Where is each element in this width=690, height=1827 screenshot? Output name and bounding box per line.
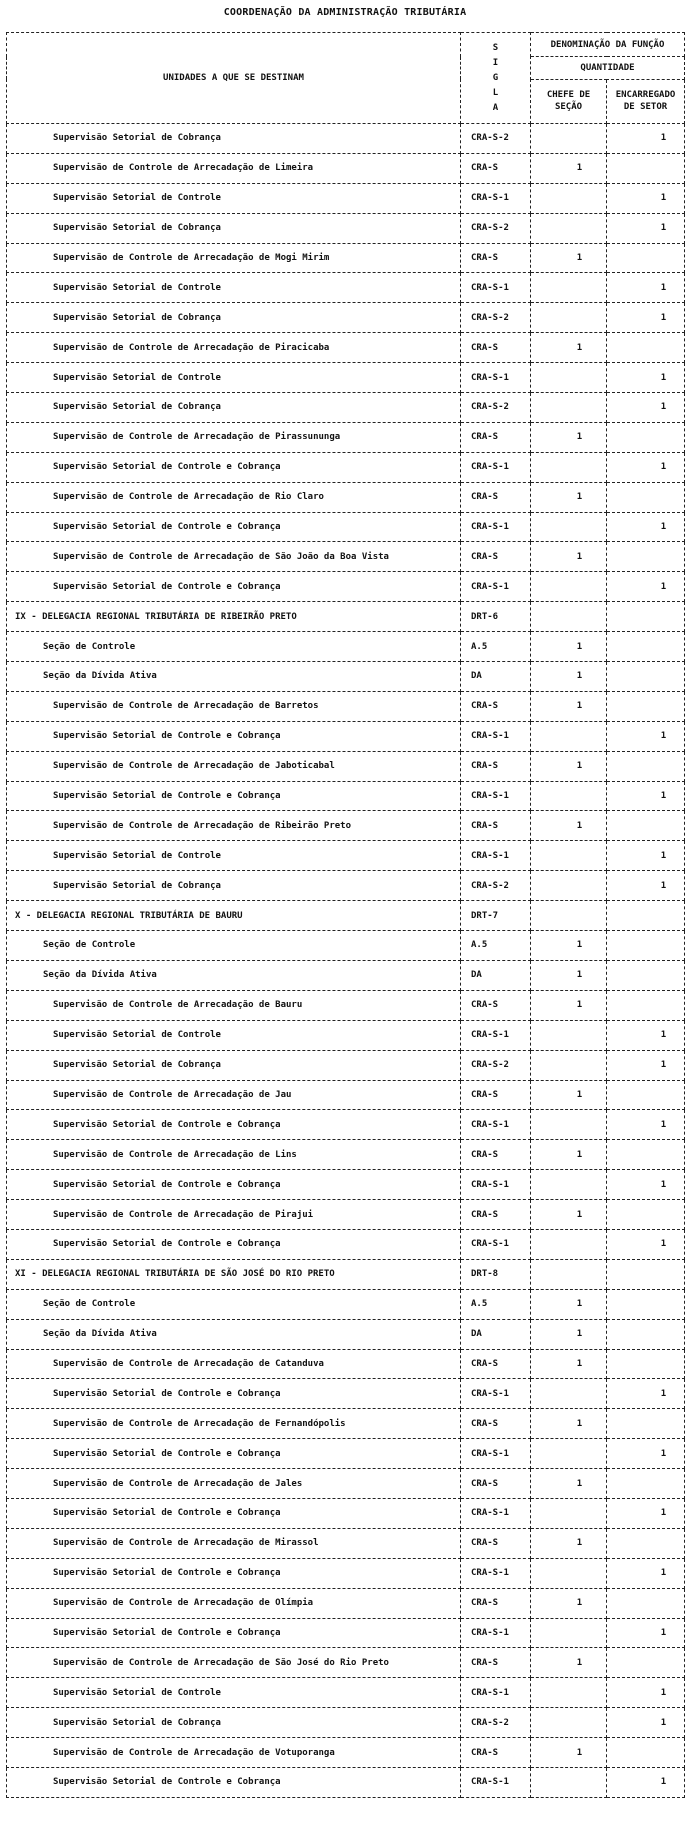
table-row: [7, 542, 685, 572]
sigla-cell: CRA-S-1: [461, 1618, 531, 1648]
unit-name-cell: Supervisão Setorial de Controle e Cobrança: [7, 512, 461, 542]
table-row: [7, 1289, 685, 1319]
encarregado-setor-count: 1: [607, 1020, 685, 1050]
chefe-secao-count: [531, 871, 607, 901]
table-row: [7, 1767, 685, 1797]
sigla-cell: CRA-S: [461, 542, 531, 572]
header-sigla-letter: I: [492, 57, 499, 68]
chefe-secao-count: [531, 393, 607, 423]
unit-name-cell: Supervisão Setorial de Controle: [7, 273, 461, 303]
unit-name-cell: Seção de Controle: [7, 931, 461, 961]
encarregado-setor-count: 1: [607, 1708, 685, 1738]
sigla-cell: CRA-S-1: [461, 273, 531, 303]
table-row: [7, 990, 685, 1020]
encarregado-setor-count: 1: [607, 1050, 685, 1080]
encarregado-setor-count: 1: [607, 871, 685, 901]
chefe-secao-count: 1: [531, 960, 607, 990]
chefe-secao-count: [531, 1110, 607, 1140]
sigla-cell: A.5: [461, 1289, 531, 1319]
unit-name-cell: Supervisão Setorial de Controle e Cobrança: [7, 1558, 461, 1588]
table-row: [7, 1708, 685, 1738]
encarregado-setor-count: [607, 1648, 685, 1678]
sigla-cell: CRA-S: [461, 153, 531, 183]
header-sigla-letter: S: [492, 42, 499, 53]
table-header: [7, 33, 685, 124]
chefe-secao-count: 1: [531, 931, 607, 961]
encarregado-setor-count: [607, 243, 685, 273]
table-row: [7, 333, 685, 363]
chefe-secao-count: 1: [531, 1409, 607, 1439]
chefe-secao-count: 1: [531, 632, 607, 662]
encarregado-setor-count: [607, 333, 685, 363]
regional-header-row: [7, 602, 685, 632]
sigla-cell: CRA-S: [461, 1648, 531, 1678]
chefe-secao-count: [531, 1767, 607, 1797]
unit-name-cell: Supervisão Setorial de Controle e Cobrança: [7, 1229, 461, 1259]
sigla-cell: CRA-S: [461, 1588, 531, 1618]
chefe-secao-count: [531, 213, 607, 243]
chefe-secao-count: 1: [531, 1738, 607, 1768]
sigla-cell: CRA-S: [461, 990, 531, 1020]
encarregado-setor-count: [607, 931, 685, 961]
sigla-cell: DA: [461, 1319, 531, 1349]
chefe-secao-count: [531, 363, 607, 393]
chefe-secao-count: 1: [531, 1200, 607, 1230]
table-row: [7, 1020, 685, 1050]
sigla-cell: CRA-S-1: [461, 1229, 531, 1259]
sigla-cell: CRA-S-2: [461, 1050, 531, 1080]
sigla-cell: CRA-S-2: [461, 303, 531, 333]
sigla-cell: CRA-S: [461, 1140, 531, 1170]
unit-name-cell: Supervisão de Controle de Arrecadação de Jales: [7, 1469, 461, 1499]
unit-name-cell: Supervisão de Controle de Arrecadação de Olímpia: [7, 1588, 461, 1618]
sigla-cell: CRA-S-1: [461, 1020, 531, 1050]
encarregado-setor-count: [607, 1140, 685, 1170]
unit-name-cell: Seção de Controle: [7, 1289, 461, 1319]
encarregado-setor-count: [607, 602, 685, 632]
header-sigla: [461, 33, 531, 124]
encarregado-setor-count: [607, 990, 685, 1020]
sigla-cell: CRA-S-1: [461, 183, 531, 213]
unit-name-cell: Supervisão de Controle de Arrecadação de Ribeirão Preto: [7, 811, 461, 841]
unit-name-cell: Supervisão Setorial de Controle e Cobrança: [7, 1110, 461, 1140]
table-row: [7, 721, 685, 751]
encarregado-setor-count: [607, 1469, 685, 1499]
sigla-cell: CRA-S-1: [461, 721, 531, 751]
sigla-cell: CRA-S-2: [461, 871, 531, 901]
sigla-cell: CRA-S-1: [461, 1170, 531, 1200]
unit-name-cell: Supervisão de Controle de Arrecadação de São José do Rio Preto: [7, 1648, 461, 1678]
table-row: [7, 124, 685, 154]
table-row: [7, 841, 685, 871]
sigla-cell: CRA-S: [461, 1528, 531, 1558]
encarregado-setor-count: [607, 632, 685, 662]
chefe-secao-count: 1: [531, 1528, 607, 1558]
header-unidades: UNIDADES A QUE SE DESTINAM: [7, 33, 461, 124]
chefe-secao-count: [531, 273, 607, 303]
chefe-secao-count: [531, 183, 607, 213]
table-row: [7, 452, 685, 482]
chefe-secao-count: 1: [531, 751, 607, 781]
sigla-cell: CRA-S-2: [461, 1708, 531, 1738]
table-row: [7, 632, 685, 662]
chefe-secao-count: [531, 1678, 607, 1708]
unit-name-cell: XI - DELEGACIA REGIONAL TRIBUTÁRIA DE SÃO JOSÉ DO RIO PRETO: [7, 1259, 461, 1289]
encarregado-setor-count: [607, 811, 685, 841]
table-row: [7, 482, 685, 512]
table-row: [7, 1439, 685, 1469]
regional-header-row: [7, 1259, 685, 1289]
sigla-cell: CRA-S: [461, 1349, 531, 1379]
unit-name-cell: Supervisão Setorial de Controle: [7, 363, 461, 393]
encarregado-setor-count: 1: [607, 841, 685, 871]
table-row: [7, 1050, 685, 1080]
chefe-secao-count: [531, 452, 607, 482]
header-sigla-letter: L: [492, 87, 499, 98]
unit-name-cell: Supervisão Setorial de Controle: [7, 1020, 461, 1050]
chefe-secao-count: [531, 841, 607, 871]
encarregado-setor-count: 1: [607, 1558, 685, 1588]
unit-name-cell: Supervisão de Controle de Arrecadação de Bauru: [7, 990, 461, 1020]
unit-name-cell: Seção da Dívida Ativa: [7, 662, 461, 692]
header-encarregado-line: ENCARREGADO: [615, 90, 676, 101]
table-row: [7, 931, 685, 961]
functions-table: [6, 32, 685, 1798]
encarregado-setor-count: [607, 1319, 685, 1349]
unit-name-cell: Supervisão Setorial de Controle e Cobrança: [7, 1498, 461, 1528]
sigla-cell: CRA-S: [461, 422, 531, 452]
encarregado-setor-count: [607, 901, 685, 931]
header-sigla-letter: G: [492, 72, 499, 83]
table-row: [7, 1110, 685, 1140]
encarregado-setor-count: 1: [607, 124, 685, 154]
table-row: [7, 1379, 685, 1409]
unit-name-cell: Supervisão Setorial de Controle: [7, 183, 461, 213]
sigla-cell: CRA-S-1: [461, 452, 531, 482]
unit-name-cell: Supervisão de Controle de Arrecadação de Mogi Mirim: [7, 243, 461, 273]
table-row: [7, 1618, 685, 1648]
chefe-secao-count: [531, 1708, 607, 1738]
table-row: [7, 691, 685, 721]
sigla-cell: CRA-S: [461, 1080, 531, 1110]
sigla-cell: CRA-S-1: [461, 512, 531, 542]
sigla-cell: CRA-S: [461, 243, 531, 273]
encarregado-setor-count: [607, 960, 685, 990]
table-row: [7, 572, 685, 602]
encarregado-setor-count: 1: [607, 393, 685, 423]
unit-name-cell: Supervisão Setorial de Controle: [7, 1678, 461, 1708]
encarregado-setor-count: 1: [607, 721, 685, 751]
chefe-secao-count: 1: [531, 811, 607, 841]
unit-name-cell: Supervisão de Controle de Arrecadação de Rio Claro: [7, 482, 461, 512]
encarregado-setor-count: [607, 482, 685, 512]
unit-name-cell: Seção de Controle: [7, 632, 461, 662]
unit-name-cell: Supervisão de Controle de Arrecadação de Jaboticabal: [7, 751, 461, 781]
encarregado-setor-count: 1: [607, 1110, 685, 1140]
encarregado-setor-count: 1: [607, 1170, 685, 1200]
unit-name-cell: Supervisão de Controle de Arrecadação de Jau: [7, 1080, 461, 1110]
encarregado-setor-count: 1: [607, 1498, 685, 1528]
unit-name-cell: Supervisão de Controle de Arrecadação de Lins: [7, 1140, 461, 1170]
chefe-secao-count: [531, 781, 607, 811]
chefe-secao-count: 1: [531, 1319, 607, 1349]
sigla-cell: DRT-6: [461, 602, 531, 632]
encarregado-setor-count: [607, 422, 685, 452]
table-row: [7, 1588, 685, 1618]
chefe-secao-count: 1: [531, 1588, 607, 1618]
unit-name-cell: Supervisão Setorial de Controle e Cobrança: [7, 1767, 461, 1797]
sigla-cell: CRA-S: [461, 482, 531, 512]
unit-name-cell: Supervisão Setorial de Controle e Cobrança: [7, 452, 461, 482]
encarregado-setor-count: 1: [607, 183, 685, 213]
sigla-cell: CRA-S: [461, 1738, 531, 1768]
table-row: [7, 1170, 685, 1200]
sigla-cell: DRT-8: [461, 1259, 531, 1289]
unit-name-cell: Supervisão Setorial de Controle e Cobrança: [7, 1618, 461, 1648]
unit-name-cell: Supervisão Setorial de Controle: [7, 841, 461, 871]
chefe-secao-count: 1: [531, 1140, 607, 1170]
table-row: [7, 1558, 685, 1588]
encarregado-setor-count: 1: [607, 303, 685, 333]
chefe-secao-count: [531, 303, 607, 333]
sigla-cell: CRA-S-2: [461, 213, 531, 243]
unit-name-cell: Supervisão Setorial de Controle e Cobrança: [7, 781, 461, 811]
unit-name-cell: Supervisão Setorial de Controle e Cobrança: [7, 721, 461, 751]
table-row: [7, 153, 685, 183]
chefe-secao-count: [531, 512, 607, 542]
chefe-secao-count: [531, 124, 607, 154]
table-row: [7, 751, 685, 781]
unit-name-cell: Supervisão Setorial de Cobrança: [7, 1708, 461, 1738]
chefe-secao-count: [531, 1618, 607, 1648]
table-row: [7, 1498, 685, 1528]
header-encarregado-line: DE SETOR: [623, 102, 668, 113]
chefe-secao-count: 1: [531, 1349, 607, 1379]
table-row: [7, 273, 685, 303]
chefe-secao-count: [531, 1379, 607, 1409]
unit-name-cell: Supervisão Setorial de Controle e Cobrança: [7, 1170, 461, 1200]
unit-name-cell: X - DELEGACIA REGIONAL TRIBUTÁRIA DE BAURU: [7, 901, 461, 931]
unit-name-cell: Supervisão de Controle de Arrecadação de Votuporanga: [7, 1738, 461, 1768]
unit-name-cell: Supervisão Setorial de Controle e Cobrança: [7, 572, 461, 602]
sigla-cell: CRA-S: [461, 333, 531, 363]
chefe-secao-count: 1: [531, 153, 607, 183]
unit-name-cell: Seção da Dívida Ativa: [7, 960, 461, 990]
sigla-cell: CRA-S: [461, 1469, 531, 1499]
chefe-secao-count: 1: [531, 1648, 607, 1678]
chefe-secao-count: 1: [531, 243, 607, 273]
header-chefe-secao: [531, 79, 607, 124]
unit-name-cell: Supervisão de Controle de Arrecadação de Catanduva: [7, 1349, 461, 1379]
encarregado-setor-count: [607, 662, 685, 692]
encarregado-setor-count: [607, 1259, 685, 1289]
encarregado-setor-count: 1: [607, 512, 685, 542]
header-denominacao: DENOMINAÇÃO DA FUNÇÃO: [531, 33, 685, 57]
table-row: [7, 1528, 685, 1558]
sigla-cell: DRT-7: [461, 901, 531, 931]
table-row: [7, 960, 685, 990]
unit-name-cell: Supervisão de Controle de Arrecadação de São João da Boa Vista: [7, 542, 461, 572]
chefe-secao-count: [531, 1050, 607, 1080]
chefe-secao-count: [531, 602, 607, 632]
chefe-secao-count: 1: [531, 422, 607, 452]
chefe-secao-count: 1: [531, 333, 607, 363]
table-row: [7, 512, 685, 542]
chefe-secao-count: 1: [531, 482, 607, 512]
unit-name-cell: Supervisão Setorial de Cobrança: [7, 871, 461, 901]
sigla-cell: CRA-S-1: [461, 1558, 531, 1588]
page-title: COORDENAÇÃO DA ADMINISTRAÇÃO TRIBUTÁRIA: [223, 7, 467, 18]
unit-name-cell: Supervisão de Controle de Arrecadação de Barretos: [7, 691, 461, 721]
chefe-secao-count: [531, 1439, 607, 1469]
table-row: [7, 1229, 685, 1259]
table-body: [7, 124, 685, 1798]
encarregado-setor-count: [607, 1528, 685, 1558]
chefe-secao-count: [531, 572, 607, 602]
encarregado-setor-count: [607, 1409, 685, 1439]
header-sigla-letter: A: [492, 102, 499, 113]
encarregado-setor-count: [607, 751, 685, 781]
table-row: [7, 662, 685, 692]
chefe-secao-count: 1: [531, 542, 607, 572]
chefe-secao-count: [531, 1498, 607, 1528]
sigla-cell: CRA-S: [461, 811, 531, 841]
sigla-cell: CRA-S-1: [461, 572, 531, 602]
chefe-secao-count: 1: [531, 1469, 607, 1499]
unit-name-cell: Supervisão de Controle de Arrecadação de Piracicaba: [7, 333, 461, 363]
sigla-cell: CRA-S-1: [461, 1439, 531, 1469]
table-row: [7, 1080, 685, 1110]
unit-name-cell: Supervisão Setorial de Controle e Cobrança: [7, 1379, 461, 1409]
table-row: [7, 422, 685, 452]
unit-name-cell: Supervisão Setorial de Cobrança: [7, 303, 461, 333]
chefe-secao-count: 1: [531, 1080, 607, 1110]
encarregado-setor-count: [607, 1289, 685, 1319]
table-row: [7, 243, 685, 273]
sigla-cell: DA: [461, 662, 531, 692]
encarregado-setor-count: 1: [607, 1678, 685, 1708]
table-row: [7, 1349, 685, 1379]
sigla-cell: CRA-S-1: [461, 1379, 531, 1409]
encarregado-setor-count: 1: [607, 1618, 685, 1648]
header-encarregado-setor: [607, 79, 685, 124]
chefe-secao-count: [531, 1170, 607, 1200]
encarregado-setor-count: 1: [607, 363, 685, 393]
regional-header-row: [7, 901, 685, 931]
chefe-secao-count: [531, 901, 607, 931]
sigla-cell: A.5: [461, 931, 531, 961]
header-quantidade: QUANTIDADE: [531, 57, 685, 79]
chefe-secao-count: 1: [531, 662, 607, 692]
unit-name-cell: Supervisão Setorial de Cobrança: [7, 124, 461, 154]
chefe-secao-count: 1: [531, 691, 607, 721]
header-chefe-line: CHEFE DE: [546, 90, 591, 101]
sigla-cell: CRA-S-2: [461, 124, 531, 154]
unit-name-cell: Supervisão Setorial de Cobrança: [7, 393, 461, 423]
table-row: [7, 393, 685, 423]
sigla-cell: CRA-S: [461, 1200, 531, 1230]
sigla-cell: A.5: [461, 632, 531, 662]
encarregado-setor-count: 1: [607, 452, 685, 482]
unit-name-cell: Supervisão de Controle de Arrecadação de Fernandópolis: [7, 1409, 461, 1439]
encarregado-setor-count: [607, 691, 685, 721]
encarregado-setor-count: [607, 1349, 685, 1379]
table-row: [7, 183, 685, 213]
header-chefe-line: SEÇÃO: [554, 102, 583, 113]
unit-name-cell: Supervisão de Controle de Arrecadação de Limeira: [7, 153, 461, 183]
encarregado-setor-count: [607, 1080, 685, 1110]
table-row: [7, 1678, 685, 1708]
unit-name-cell: Supervisão de Controle de Arrecadação de Mirassol: [7, 1528, 461, 1558]
unit-name-cell: Supervisão Setorial de Cobrança: [7, 213, 461, 243]
chefe-secao-count: [531, 1259, 607, 1289]
sigla-cell: CRA-S-1: [461, 1498, 531, 1528]
sigla-cell: CRA-S-1: [461, 841, 531, 871]
unit-name-cell: Supervisão de Controle de Arrecadação de Pirajui: [7, 1200, 461, 1230]
encarregado-setor-count: [607, 1738, 685, 1768]
unit-name-cell: IX - DELEGACIA REGIONAL TRIBUTÁRIA DE RIBEIRÃO PRETO: [7, 602, 461, 632]
chefe-secao-count: 1: [531, 1289, 607, 1319]
table-row: [7, 1319, 685, 1349]
chefe-secao-count: [531, 1558, 607, 1588]
sigla-cell: CRA-S-1: [461, 1110, 531, 1140]
table-row: [7, 1738, 685, 1768]
encarregado-setor-count: 1: [607, 781, 685, 811]
unit-name-cell: Supervisão Setorial de Cobrança: [7, 1050, 461, 1080]
sigla-cell: DA: [461, 960, 531, 990]
chefe-secao-count: [531, 721, 607, 751]
table-row: [7, 1469, 685, 1499]
sigla-cell: CRA-S-1: [461, 363, 531, 393]
encarregado-setor-count: 1: [607, 1439, 685, 1469]
encarregado-setor-count: 1: [607, 273, 685, 303]
encarregado-setor-count: 1: [607, 1229, 685, 1259]
sigla-cell: CRA-S-1: [461, 1678, 531, 1708]
sigla-cell: CRA-S-1: [461, 1767, 531, 1797]
table-row: [7, 363, 685, 393]
encarregado-setor-count: [607, 153, 685, 183]
chefe-secao-count: [531, 1229, 607, 1259]
table-row: [7, 1200, 685, 1230]
encarregado-setor-count: 1: [607, 1767, 685, 1797]
table-row: [7, 781, 685, 811]
table-row: [7, 1409, 685, 1439]
unit-name-cell: Supervisão de Controle de Arrecadação de Pirassununga: [7, 422, 461, 452]
sigla-cell: CRA-S: [461, 1409, 531, 1439]
sigla-cell: CRA-S: [461, 751, 531, 781]
table-row: [7, 1140, 685, 1170]
table-row: [7, 1648, 685, 1678]
encarregado-setor-count: 1: [607, 572, 685, 602]
encarregado-setor-count: [607, 1200, 685, 1230]
encarregado-setor-count: 1: [607, 1379, 685, 1409]
table-row: [7, 871, 685, 901]
sigla-cell: CRA-S: [461, 691, 531, 721]
encarregado-setor-count: [607, 1588, 685, 1618]
encarregado-setor-count: [607, 542, 685, 572]
chefe-secao-count: 1: [531, 990, 607, 1020]
sigla-cell: CRA-S-2: [461, 393, 531, 423]
unit-name-cell: Supervisão Setorial de Controle e Cobrança: [7, 1439, 461, 1469]
sigla-cell: CRA-S-1: [461, 781, 531, 811]
chefe-secao-count: [531, 1020, 607, 1050]
table-row: [7, 303, 685, 333]
table-row: [7, 213, 685, 243]
unit-name-cell: Seção da Dívida Ativa: [7, 1319, 461, 1349]
encarregado-setor-count: 1: [607, 213, 685, 243]
table-row: [7, 811, 685, 841]
